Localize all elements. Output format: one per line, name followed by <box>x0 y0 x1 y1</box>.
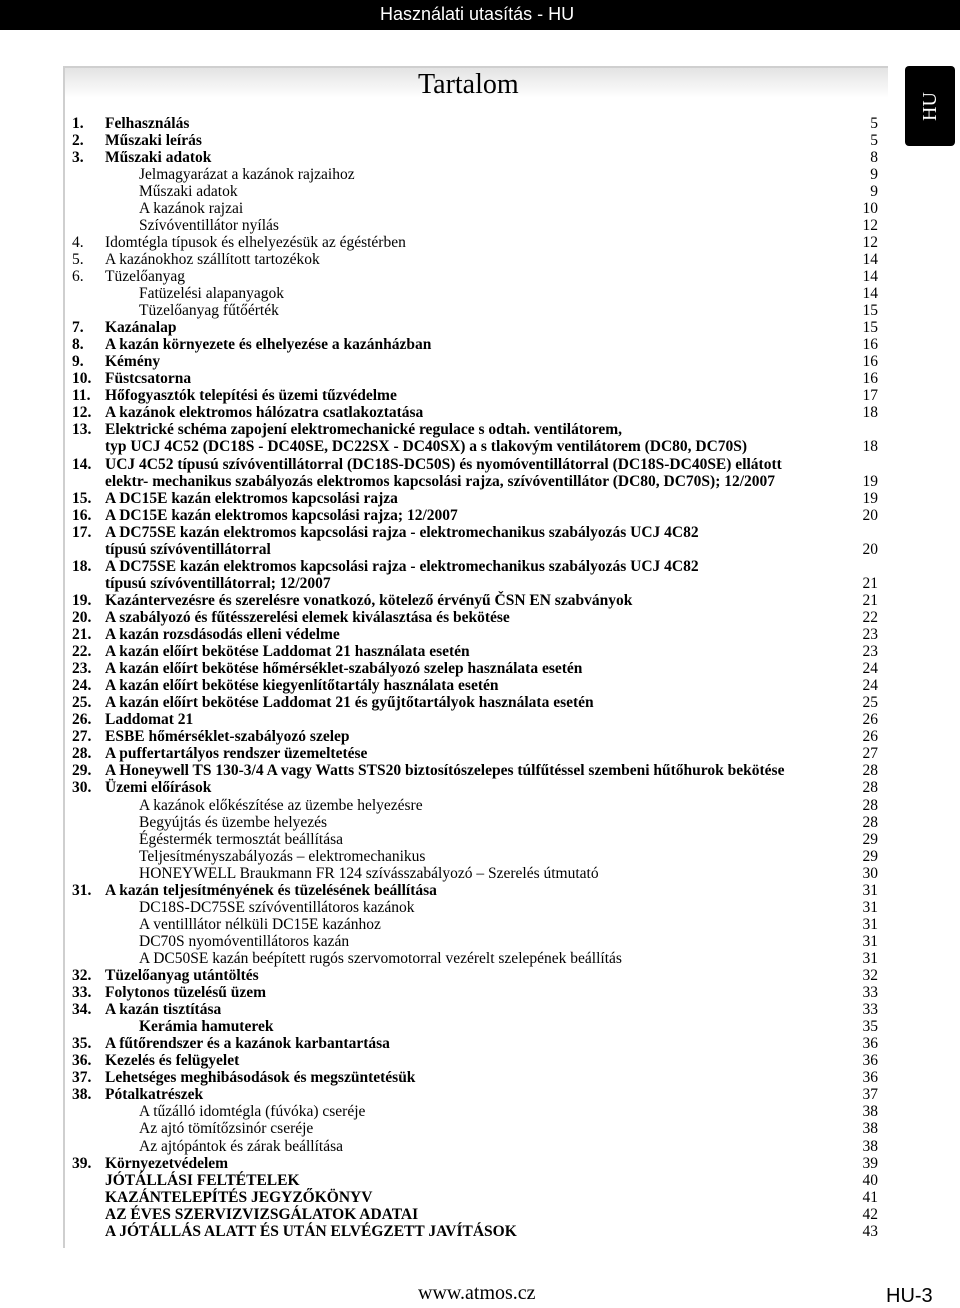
toc-entry[interactable] <box>0 183 960 200</box>
toc-entry-number: 22. <box>72 643 92 661</box>
toc-entry-page: 14 <box>862 250 878 268</box>
toc-entry-number: 9. <box>72 353 84 371</box>
toc-entry-page: 14 <box>862 267 878 285</box>
toc-entry-label: Műszaki leírás <box>105 131 202 149</box>
toc-entry-label: Az ajtópántok és zárak beállítása <box>139 1137 343 1155</box>
toc-entry[interactable] <box>0 660 960 677</box>
toc-entry-page: 21 <box>862 591 878 609</box>
toc-entry-page: 9 <box>870 165 878 183</box>
toc-entry-number: 36. <box>72 1052 92 1070</box>
toc-entry-label: A szabályozó és fűtésszerelési elemek kiválasztása és bekötése <box>105 608 510 626</box>
toc-entry[interactable] <box>0 1035 960 1052</box>
toc-entry[interactable] <box>0 967 960 984</box>
toc-entry-number: 14. <box>72 455 92 473</box>
toc-entry-number: 16. <box>72 506 92 524</box>
toc-entry-label: Teljesítményszabályozás – elektromechanikus <box>139 847 426 865</box>
toc-entry-label: typ UCJ 4C52 (DC18S - DC40SE, DC22SX - DC40SX) a s tlakovým ventilátorem (DC80, DC70S) <box>105 438 748 456</box>
toc-entry[interactable] <box>0 1103 960 1120</box>
toc-entry-number: 25. <box>72 694 92 712</box>
toc-entry[interactable] <box>0 711 960 728</box>
toc-entry[interactable] <box>0 882 960 899</box>
toc-entry[interactable] <box>0 899 960 916</box>
toc-entry-label: A fűtőrendszer és a kazánok karbantartása <box>105 1035 390 1053</box>
toc-entry-number: 4. <box>72 233 84 251</box>
toc-entry[interactable] <box>0 438 960 455</box>
toc-entry[interactable] <box>0 490 960 507</box>
toc-entry-page: 15 <box>862 319 878 337</box>
toc-entry[interactable] <box>0 814 960 831</box>
toc-entry[interactable] <box>0 370 960 387</box>
toc-entry-page: 19 <box>862 472 878 490</box>
toc-entry-label: elektr- mechanikus szabályozás elektromos kapcsolási rajza, szívóventillátor (DC80, DC70S); 12/2007 <box>105 472 776 490</box>
toc-entry-label: A kazánokhoz szállított tartozékok <box>105 250 320 268</box>
toc-entry-label: UCJ 4C52 típusú szívóventillátorral (DC18S-DC50S) és nyomóventillátorral (DC18S-DC40SE) ellátott <box>105 455 782 473</box>
toc-entry-label: DC18S-DC75SE szívóventillátoros kazánok <box>139 898 415 916</box>
toc-entry-label: Tüzelőanyag utántöltés <box>105 967 259 984</box>
toc-entry-page: 31 <box>862 915 878 933</box>
toc-entry-label: A kazán rozsdásodás elleni védelme <box>105 626 340 643</box>
toc-entry[interactable] <box>0 1155 960 1172</box>
toc-entry-label: A tűzálló idomtégla (fúvóka) cseréje <box>139 1103 366 1121</box>
toc-entry-label: Laddomat 21 <box>105 711 194 729</box>
toc-entry-page: 5 <box>870 114 878 132</box>
toc-entry[interactable] <box>0 524 960 541</box>
toc-entry[interactable] <box>0 1172 960 1189</box>
toc-entry[interactable] <box>0 285 960 302</box>
toc-entry-label: Idomtégla típusok és elhelyezésük az égéstérben <box>105 233 406 251</box>
toc-entry-number: 23. <box>72 660 92 678</box>
toc-entry[interactable] <box>0 694 960 711</box>
toc-entry-number: 20. <box>72 608 92 626</box>
language-tab-label: HU <box>918 91 941 121</box>
toc-entry-number: 18. <box>72 557 92 575</box>
toc-entry[interactable] <box>0 848 960 865</box>
toc-entry[interactable] <box>0 149 960 166</box>
toc-entry-label: Kezelés és felügyelet <box>105 1052 240 1070</box>
toc-entry-number: 11. <box>72 387 91 405</box>
toc-entry-label: A kazán környezete és elhelyezése a kazánházban <box>105 336 432 354</box>
toc-entry[interactable] <box>0 1223 960 1240</box>
toc-entry-page: 38 <box>862 1103 878 1121</box>
page-title: Tartalom <box>418 69 519 100</box>
toc-entry-page: 16 <box>862 353 878 371</box>
toc-entry-page: 12 <box>862 233 878 251</box>
toc-entry-page: 18 <box>862 404 878 422</box>
toc-entry[interactable] <box>0 456 960 473</box>
toc-entry[interactable] <box>0 728 960 745</box>
toc-entry[interactable] <box>0 200 960 217</box>
toc-entry-number: 24. <box>72 677 92 695</box>
toc-entry-page: 23 <box>862 626 878 643</box>
toc-entry-page: 31 <box>862 881 878 899</box>
toc-entry-page: 40 <box>862 1171 878 1189</box>
toc-entry-page: 31 <box>862 949 878 967</box>
toc-entry-number: 37. <box>72 1069 92 1087</box>
toc-entry[interactable] <box>0 950 960 967</box>
toc-entry-number: 6. <box>72 267 84 285</box>
toc-entry-page: 41 <box>862 1188 878 1206</box>
toc-entry-label: Pótalkatrészek <box>105 1086 204 1104</box>
toc-entry-page: 16 <box>862 336 878 354</box>
toc-entry-label: A kazán előírt bekötése Laddomat 21 és gyűjtőtartályok használata esetén <box>105 694 594 712</box>
toc-entry-label: Műszaki adatok <box>105 148 212 166</box>
toc-entry-label: A kazán előírt bekötése hőmérséklet-szabályozó szelep használata esetén <box>105 660 583 678</box>
toc-entry-page: 25 <box>862 694 878 712</box>
toc-entry-page: 19 <box>862 489 878 507</box>
toc-entry[interactable] <box>0 319 960 336</box>
toc-entry-page: 37 <box>862 1086 878 1104</box>
toc-entry[interactable] <box>0 302 960 319</box>
toc-entry-label: Égéstermék termosztát beállítása <box>139 830 343 848</box>
footer-url[interactable]: www.atmos.cz <box>418 1282 536 1304</box>
header-title: Használati utasítás - HU <box>380 4 575 24</box>
toc-entry-number: 10. <box>72 370 92 388</box>
toc-entry-number: 27. <box>72 728 92 746</box>
toc-entry[interactable] <box>0 473 960 490</box>
toc-entry-label: Kazánalap <box>105 319 177 337</box>
toc-entry-page: 32 <box>862 967 878 984</box>
toc-entry-label: Jelmagyarázat a kazánok rajzaihoz <box>139 165 355 183</box>
toc-entry-label: típusú szívóventillátorral <box>105 540 271 558</box>
toc-entry-page: 28 <box>862 813 878 831</box>
toc-entry-label: ESBE hőmérséklet-szabályozó szelep <box>105 728 350 746</box>
toc-entry-page: 29 <box>862 847 878 865</box>
toc-entry-number: 39. <box>72 1154 92 1172</box>
toc-entry[interactable] <box>0 609 960 626</box>
toc-entry-label: Begyújtás és üzembe helyezés <box>139 813 328 831</box>
toc-entry-page: 28 <box>862 779 878 797</box>
toc-entry[interactable] <box>0 234 960 251</box>
toc-entry-label: A kazán előírt bekötése Laddomat 21 használata esetén <box>105 643 470 661</box>
toc-entry-number: 1. <box>72 114 84 132</box>
toc-entry-page: 12 <box>862 216 878 234</box>
toc-entry-number: 17. <box>72 523 92 541</box>
toc-entry-label: A DC50SE kazán beépített rugós szervomotorral vezérelt szelepének beállítás <box>139 949 622 967</box>
toc-entry[interactable] <box>0 387 960 404</box>
toc-entry[interactable] <box>0 626 960 643</box>
toc-entry-page: 18 <box>862 438 878 456</box>
toc-entry-label: Műszaki adatok <box>139 182 238 200</box>
toc-entry[interactable] <box>0 251 960 268</box>
header-bar <box>0 0 960 30</box>
toc-entry-number: 3. <box>72 148 84 166</box>
toc-entry-page: 24 <box>862 660 878 678</box>
toc-entry-page: 23 <box>862 643 878 661</box>
toc-entry[interactable] <box>0 1052 960 1069</box>
toc-entry-page: 9 <box>870 182 878 200</box>
toc-entry[interactable] <box>0 217 960 234</box>
toc-entry[interactable] <box>0 1206 960 1223</box>
toc-entry-label: A kazánok elektromos hálózatra csatlakoztatása <box>105 404 424 422</box>
toc-entry-page: 36 <box>862 1052 878 1070</box>
toc-entry-label: A DC15E kazán elektromos kapcsolási rajza <box>105 489 398 507</box>
toc-entry-page: 14 <box>862 285 878 302</box>
toc-entry-page: 35 <box>862 1018 878 1036</box>
toc-entry[interactable] <box>0 268 960 285</box>
toc-entry[interactable] <box>0 353 960 370</box>
toc-entry-page: 22 <box>862 608 878 626</box>
toc-entry-page: 20 <box>862 506 878 524</box>
toc-entry[interactable] <box>0 677 960 694</box>
toc-entry[interactable] <box>0 865 960 882</box>
toc-entry-page: 43 <box>862 1222 878 1240</box>
toc-entry[interactable] <box>0 166 960 183</box>
toc-entry[interactable] <box>0 1120 960 1137</box>
toc-entry-number: 26. <box>72 711 92 729</box>
toc-entry-label: Tüzelőanyag <box>105 267 186 285</box>
toc-entry-page: 16 <box>862 370 878 388</box>
toc-entry[interactable] <box>0 592 960 609</box>
toc-entry[interactable] <box>0 404 960 421</box>
toc-entry-page: 36 <box>862 1035 878 1053</box>
toc-entry-label: A puffertartályos rendszer üzemeltetése <box>105 745 368 763</box>
toc-entry[interactable] <box>0 1069 960 1086</box>
toc-entry-page: 17 <box>862 387 878 405</box>
toc-entry-page: 26 <box>862 711 878 729</box>
toc-entry-page: 38 <box>862 1137 878 1155</box>
toc-entry-number: 31. <box>72 881 92 899</box>
toc-entry[interactable] <box>0 643 960 660</box>
toc-entry[interactable] <box>0 984 960 1001</box>
toc-entry-number: 8. <box>72 336 84 354</box>
toc-entry[interactable] <box>0 132 960 149</box>
toc-entry-number: 12. <box>72 404 92 422</box>
toc-entry-label: típusú szívóventillátorral; 12/2007 <box>105 574 331 592</box>
toc-entry[interactable] <box>0 831 960 848</box>
toc-entry[interactable] <box>0 1001 960 1018</box>
toc-entry-label: Az ajtó tömítőzsinór cseréje <box>139 1120 314 1138</box>
toc-entry-page: 29 <box>862 830 878 848</box>
toc-entry[interactable] <box>0 336 960 353</box>
toc-entry-label: Kazántervezésre és szerelésre vonatkozó, kötelező érvényű ČSN EN szabványok <box>105 591 633 609</box>
toc-entry[interactable] <box>0 797 960 814</box>
toc-entry-label: Fatüzelési alapanyagok <box>139 285 285 302</box>
toc-entry-page: 15 <box>862 302 878 320</box>
toc-entry-label: Folytonos tüzelésű üzem <box>105 984 267 1002</box>
toc-entry-page: 24 <box>862 677 878 695</box>
toc-entry-label: Környezetvédelem <box>105 1154 229 1172</box>
toc-entry-page: 28 <box>862 762 878 780</box>
toc-entry-page: 26 <box>862 728 878 746</box>
toc-entry-label: Üzemi előírások <box>105 779 212 797</box>
toc-entry-label: AZ ÉVES SZERVIZVIZSGÁLATOK ADATAI <box>105 1205 419 1223</box>
toc-entry-number: 19. <box>72 591 92 609</box>
toc-entry[interactable] <box>0 762 960 779</box>
toc-entry-number: 33. <box>72 984 92 1002</box>
toc-entry-page: 31 <box>862 932 878 950</box>
toc-entry-label: JÓTÁLLÁSI FELTÉTELEK <box>105 1171 300 1189</box>
toc-entry-number: 32. <box>72 967 92 984</box>
toc-entry-label: A DC75SE kazán elektromos kapcsolási rajza - elektromechanikus szabályozás UCJ 4C82 <box>105 523 699 541</box>
toc-entry-label: A Honeywell TS 130-3/4 A vagy Watts STS20 biztosítószelepes túlfűtéssel szembeni hűtőhurok bekötése <box>105 762 785 780</box>
toc-entry[interactable] <box>0 507 960 524</box>
toc-entry-label: Kémény <box>105 353 161 371</box>
toc-entry[interactable] <box>0 1086 960 1103</box>
toc-entry-number: 2. <box>72 131 84 149</box>
toc-entry-number: 13. <box>72 421 92 439</box>
toc-entry[interactable] <box>0 115 960 132</box>
toc-entry-label: Tüzelőanyag fűtőérték <box>139 302 279 320</box>
toc-entry-page: 42 <box>862 1205 878 1223</box>
toc-entry-number: 29. <box>72 762 92 780</box>
toc-entry-number: 7. <box>72 319 84 337</box>
toc-entry-label: A kazánok rajzai <box>139 199 244 217</box>
toc-entry[interactable] <box>0 779 960 796</box>
footer-page-number: HU-3 <box>886 1285 933 1307</box>
toc-entry-label: DC70S nyomóventillátoros kazán <box>139 932 350 950</box>
toc-entry-page: 21 <box>862 574 878 592</box>
toc-entry-number: 21. <box>72 626 92 643</box>
toc-entry-page: 39 <box>862 1154 878 1172</box>
toc-entry-page: 5 <box>870 131 878 149</box>
toc-entry-label: KAZÁNTELEPÍTÉS JEGYZŐKÖNYV <box>105 1188 373 1206</box>
toc-entry[interactable] <box>0 916 960 933</box>
toc-entry-page: 27 <box>862 745 878 763</box>
toc-entry-number: 15. <box>72 489 92 507</box>
toc-entry-label: A ventilllátor nélküli DC15E kazánhoz <box>139 915 381 933</box>
toc-entry-label: Füstcsatorna <box>105 370 192 388</box>
toc-entry-page: 20 <box>862 540 878 558</box>
toc-entry-label: Felhasználás <box>105 114 190 132</box>
toc-entry[interactable] <box>0 1138 960 1155</box>
toc-entry-page: 8 <box>870 148 878 166</box>
toc-entry-page: 38 <box>862 1120 878 1138</box>
toc-entry-page: 28 <box>862 796 878 814</box>
toc-entry-page: 10 <box>862 199 878 217</box>
toc-entry-label: A kazán előírt bekötése kiegyenlítőtartály használata esetén <box>105 677 499 695</box>
toc-entry-label: A kazán teljesítményének és tüzelésének beállítása <box>105 881 437 899</box>
toc-entry[interactable] <box>0 1189 960 1206</box>
toc-entry-number: 30. <box>72 779 92 797</box>
toc-entry[interactable] <box>0 558 960 575</box>
toc-entry-label: A kazánok előkészítése az üzembe helyezésre <box>139 796 423 814</box>
toc-entry-page: 36 <box>862 1069 878 1087</box>
toc-entry-label: A kazán tisztítása <box>105 1001 222 1019</box>
toc-entry-number: 5. <box>72 250 84 268</box>
toc-entry-page: 33 <box>862 984 878 1002</box>
toc-entry-label: A DC75SE kazán elektromos kapcsolási rajza - elektromechanikus szabályozás UCJ 4C82 <box>105 557 699 575</box>
toc-entry-label: A JÓTÁLLÁS ALATT ÉS UTÁN ELVÉGZETT JAVÍTÁSOK <box>105 1222 517 1240</box>
toc-entry[interactable] <box>0 745 960 762</box>
toc-entry-page: 31 <box>862 898 878 916</box>
toc-entry[interactable] <box>0 541 960 558</box>
toc-entry-number: 34. <box>72 1001 92 1019</box>
toc-entry-label: HONEYWELL Braukmann FR 124 szívásszabályozó – Szerelés útmutató <box>139 864 599 882</box>
toc-entry[interactable] <box>0 421 960 438</box>
toc-entry-number: 35. <box>72 1035 92 1053</box>
toc-entry-label: Lehetséges meghibásodások és megszüntetésük <box>105 1069 416 1087</box>
toc-entry-label: Szívóventillátor nyílás <box>139 216 279 234</box>
toc-entry-number: 38. <box>72 1086 92 1104</box>
toc-entry-page: 30 <box>862 864 878 882</box>
toc-entry-label: A DC15E kazán elektromos kapcsolási rajza; 12/2007 <box>105 506 458 524</box>
toc-entry[interactable] <box>0 575 960 592</box>
toc-entry[interactable] <box>0 1018 960 1035</box>
toc-entry-label: Elektrické schéma zapojení elektromechanické regulace s odtah. ventilátorem, <box>105 421 623 439</box>
toc-entry-page: 33 <box>862 1001 878 1019</box>
toc-entry-number: 28. <box>72 745 92 763</box>
toc-entry[interactable] <box>0 933 960 950</box>
toc-entry-label: Kerámia hamuterek <box>139 1018 274 1036</box>
toc-entry-label: Hőfogyasztók telepítési és üzemi tűzvédelme <box>105 387 397 405</box>
